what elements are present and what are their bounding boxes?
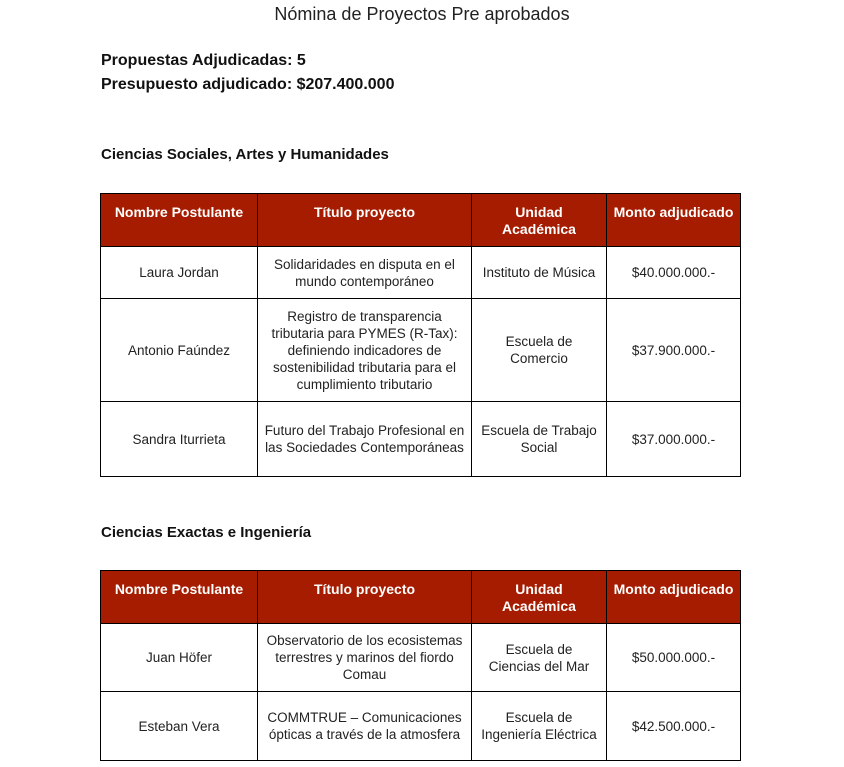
- academic-unit: Escuela de Comercio: [472, 299, 607, 402]
- header-awarded-amount: Monto adjudicado: [607, 194, 741, 247]
- applicant-name: Sandra Iturrieta: [101, 402, 258, 477]
- awarded-amount: $37.000.000.-: [607, 402, 741, 477]
- project-title: Solidaridades en disputa en el mundo contemporáneo: [258, 247, 472, 299]
- header-applicant-name: Nombre Postulante: [101, 194, 258, 247]
- header-academic-unit: Unidad Académica: [472, 571, 607, 624]
- applicant-name: Juan Höfer: [101, 624, 258, 692]
- awarded-amount: $40.000.000.-: [607, 247, 741, 299]
- awarded-amount: $50.000.000.-: [607, 624, 741, 692]
- document-title: Nómina de Proyectos Pre aprobados: [274, 4, 570, 24]
- project-title: Registro de transparencia tributaria para PYMES (R-Tax): definiendo indicadores de sostenibilidad tributaria para el cumplimiento tributario: [258, 299, 472, 402]
- header-project-title: Título proyecto: [258, 194, 472, 247]
- academic-unit: Escuela de Ciencias del Mar: [472, 624, 607, 692]
- awarded-amount: $37.900.000.-: [607, 299, 741, 402]
- table-row: [101, 299, 741, 402]
- academic-unit: Escuela de Ingeniería Eléctrica: [472, 692, 607, 761]
- projects-table-social-sciences: [100, 193, 741, 477]
- applicant-name: Antonio Faúndez: [101, 299, 258, 402]
- awarded-amount: $42.500.000.-: [607, 692, 741, 761]
- table-header-row: [101, 571, 741, 624]
- applicant-name: Esteban Vera: [101, 692, 258, 761]
- academic-unit: Escuela de Trabajo Social: [472, 402, 607, 477]
- project-title: Observatorio de los ecosistemas terrestres y marinos del fiordo Comau: [258, 624, 472, 692]
- project-title: Futuro del Trabajo Profesional en las Sociedades Contemporáneas: [258, 402, 472, 477]
- header-academic-unit: Unidad Académica: [472, 194, 607, 247]
- table-row: [101, 247, 741, 299]
- proposals-count: Propuestas Adjudicadas: 5: [101, 52, 306, 69]
- section-heading-social-sciences: Ciencias Sociales, Artes y Humanidades: [101, 146, 389, 163]
- header-project-title: Título proyecto: [258, 571, 472, 624]
- header-awarded-amount: Monto adjudicado: [607, 571, 741, 624]
- table-row: [101, 692, 741, 761]
- applicant-name: Laura Jordan: [101, 247, 258, 299]
- section-heading-exact-sciences: Ciencias Exactas e Ingeniería: [101, 524, 312, 541]
- table-row: [101, 402, 741, 477]
- header-applicant-name: Nombre Postulante: [101, 571, 258, 624]
- table-header-row: [101, 194, 741, 247]
- projects-table-exact-sciences: [100, 570, 741, 761]
- awarded-budget: Presupuesto adjudicado: $207.400.000: [101, 76, 395, 93]
- project-title: COMMTRUE – Comunicaciones ópticas a través de la atmosfera: [258, 692, 472, 761]
- table-row: [101, 624, 741, 692]
- academic-unit: Instituto de Música: [472, 247, 607, 299]
